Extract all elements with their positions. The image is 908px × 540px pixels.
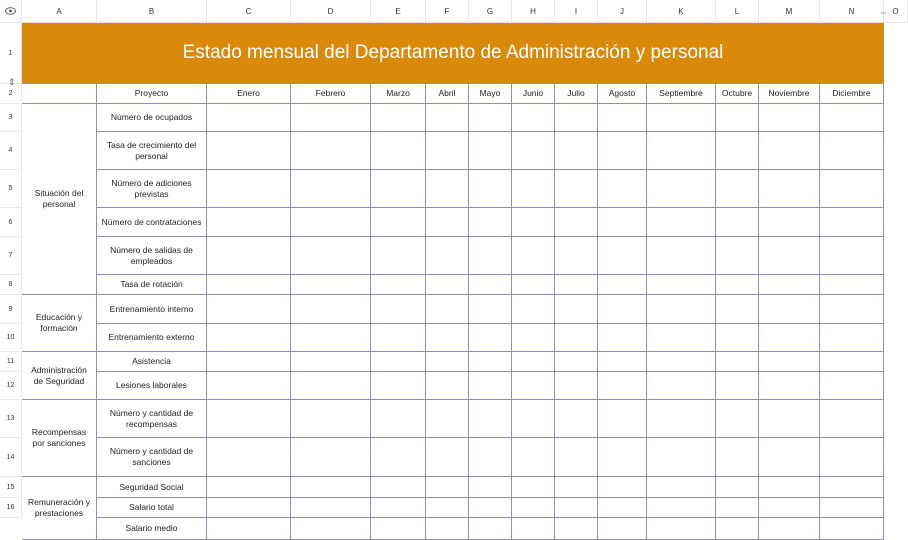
data-cell[interactable] xyxy=(512,104,555,132)
data-cell[interactable] xyxy=(647,275,716,295)
data-cell[interactable] xyxy=(371,208,426,237)
data-cell[interactable] xyxy=(555,518,598,540)
sheet-corner[interactable] xyxy=(0,0,22,23)
data-cell[interactable] xyxy=(716,170,759,208)
data-cell[interactable] xyxy=(820,372,884,400)
data-cell[interactable] xyxy=(820,438,884,477)
header-month-10[interactable]: Octubre xyxy=(716,84,759,104)
data-cell[interactable] xyxy=(647,208,716,237)
data-cell[interactable] xyxy=(291,324,371,352)
data-cell[interactable] xyxy=(426,208,469,237)
data-cell[interactable] xyxy=(512,237,555,275)
data-cell[interactable] xyxy=(555,208,598,237)
data-cell[interactable] xyxy=(469,170,512,208)
data-cell[interactable] xyxy=(371,400,426,438)
data-cell[interactable] xyxy=(426,275,469,295)
data-cell[interactable] xyxy=(716,275,759,295)
row-header-2[interactable]: 2 xyxy=(0,84,22,104)
data-cell[interactable] xyxy=(371,324,426,352)
row-label[interactable]: Seguridad Social xyxy=(97,477,207,498)
data-cell[interactable] xyxy=(820,518,884,540)
data-cell[interactable] xyxy=(555,275,598,295)
data-cell[interactable] xyxy=(291,352,371,372)
data-cell[interactable] xyxy=(207,518,291,540)
header-month-6[interactable]: Junio xyxy=(512,84,555,104)
data-cell[interactable] xyxy=(555,438,598,477)
data-cell[interactable] xyxy=(207,352,291,372)
data-cell[interactable] xyxy=(371,237,426,275)
row-label[interactable]: Número de ocupados xyxy=(97,104,207,132)
data-cell[interactable] xyxy=(469,372,512,400)
data-cell[interactable] xyxy=(555,400,598,438)
row-label[interactable]: Entrenamiento externo xyxy=(97,324,207,352)
data-cell[interactable] xyxy=(207,295,291,324)
data-cell[interactable] xyxy=(820,208,884,237)
row-label[interactable]: Número de adiciones previstas xyxy=(97,170,207,208)
data-cell[interactable] xyxy=(555,324,598,352)
column-header-j[interactable]: J xyxy=(598,0,647,23)
group-label[interactable]: Recompensas por sanciones xyxy=(22,400,97,477)
row-label[interactable]: Tasa de crecimiento del personal xyxy=(97,132,207,170)
column-header-f[interactable]: F xyxy=(426,0,469,23)
eye-icon xyxy=(5,7,16,15)
data-cell[interactable] xyxy=(512,518,555,540)
data-cell[interactable] xyxy=(759,324,820,352)
data-cell[interactable] xyxy=(647,324,716,352)
data-cell[interactable] xyxy=(426,372,469,400)
title-banner[interactable] xyxy=(22,23,884,84)
row-header-6[interactable]: 6 xyxy=(0,208,22,237)
data-cell[interactable] xyxy=(371,132,426,170)
data-cell[interactable] xyxy=(512,498,555,518)
data-cell[interactable] xyxy=(716,132,759,170)
data-cell[interactable] xyxy=(512,275,555,295)
data-cell[interactable] xyxy=(598,438,647,477)
row-label[interactable]: Entrenamiento interno xyxy=(97,295,207,324)
data-cell[interactable] xyxy=(512,400,555,438)
data-cell[interactable] xyxy=(291,295,371,324)
group-label[interactable]: Administración de Seguridad xyxy=(22,352,97,400)
column-header-i[interactable]: I xyxy=(555,0,598,23)
data-cell[interactable] xyxy=(647,352,716,372)
data-cell[interactable] xyxy=(426,104,469,132)
data-cell[interactable] xyxy=(291,372,371,400)
data-cell[interactable] xyxy=(207,170,291,208)
data-cell[interactable] xyxy=(291,477,371,498)
data-cell[interactable] xyxy=(426,237,469,275)
data-cell[interactable] xyxy=(598,208,647,237)
data-cell[interactable] xyxy=(512,477,555,498)
data-cell[interactable] xyxy=(598,477,647,498)
data-cell[interactable] xyxy=(426,498,469,518)
data-cell[interactable] xyxy=(426,170,469,208)
data-cell[interactable] xyxy=(469,352,512,372)
data-cell[interactable] xyxy=(426,132,469,170)
column-header-h[interactable]: H xyxy=(512,0,555,23)
header-month-4[interactable]: Abril xyxy=(426,84,469,104)
data-cell[interactable] xyxy=(371,438,426,477)
data-cell[interactable] xyxy=(716,352,759,372)
data-cell[interactable] xyxy=(555,104,598,132)
data-cell[interactable] xyxy=(555,237,598,275)
data-cell[interactable] xyxy=(555,352,598,372)
data-cell[interactable] xyxy=(291,208,371,237)
data-cell[interactable] xyxy=(820,352,884,372)
data-cell[interactable] xyxy=(469,324,512,352)
data-cell[interactable] xyxy=(598,132,647,170)
row-label[interactable]: Número de salidas de empleados xyxy=(97,237,207,275)
data-cell[interactable] xyxy=(598,170,647,208)
data-cell[interactable] xyxy=(469,208,512,237)
data-cell[interactable] xyxy=(291,170,371,208)
data-cell[interactable] xyxy=(759,104,820,132)
row-header-7[interactable]: 7 xyxy=(0,237,22,275)
data-cell[interactable] xyxy=(291,438,371,477)
data-cell[interactable] xyxy=(207,275,291,295)
data-cell[interactable] xyxy=(716,208,759,237)
group-label[interactable]: Remuneración y prestaciones xyxy=(22,477,97,540)
data-cell[interactable] xyxy=(716,477,759,498)
data-cell[interactable] xyxy=(820,132,884,170)
row-header-10[interactable]: 10 xyxy=(0,324,22,352)
data-cell[interactable] xyxy=(598,104,647,132)
data-cell[interactable] xyxy=(469,498,512,518)
column-header-c[interactable]: C xyxy=(207,0,291,23)
row-header-5[interactable]: 5 xyxy=(0,170,22,208)
row-header-16[interactable]: 16 xyxy=(0,498,22,518)
header-proyecto[interactable]: Proyecto xyxy=(97,84,207,104)
data-cell[interactable] xyxy=(371,295,426,324)
data-cell[interactable] xyxy=(371,352,426,372)
header-month-11[interactable]: Noviembre xyxy=(759,84,820,104)
data-cell[interactable] xyxy=(759,518,820,540)
data-cell[interactable] xyxy=(371,477,426,498)
data-cell[interactable] xyxy=(759,438,820,477)
data-cell[interactable] xyxy=(820,477,884,498)
row-header-4[interactable]: 4 xyxy=(0,132,22,170)
column-header-g[interactable]: G xyxy=(469,0,512,23)
data-cell[interactable] xyxy=(207,132,291,170)
data-cell[interactable] xyxy=(469,295,512,324)
data-cell[interactable] xyxy=(291,104,371,132)
data-cell[interactable] xyxy=(371,275,426,295)
data-cell[interactable] xyxy=(820,324,884,352)
data-cell[interactable] xyxy=(598,295,647,324)
data-cell[interactable] xyxy=(207,324,291,352)
data-cell[interactable] xyxy=(426,324,469,352)
data-cell[interactable] xyxy=(598,518,647,540)
column-header-a[interactable]: A xyxy=(22,0,97,23)
data-cell[interactable] xyxy=(598,400,647,438)
data-cell[interactable] xyxy=(647,104,716,132)
data-cell[interactable] xyxy=(759,275,820,295)
data-cell[interactable] xyxy=(716,295,759,324)
data-cell[interactable] xyxy=(291,237,371,275)
data-cell[interactable] xyxy=(426,477,469,498)
data-cell[interactable] xyxy=(647,498,716,518)
header-month-1[interactable]: Enero xyxy=(207,84,291,104)
page-title: Estado mensual del Departamento de Administración y personal xyxy=(182,42,724,63)
data-cell[interactable] xyxy=(512,372,555,400)
data-cell[interactable] xyxy=(716,104,759,132)
data-cell[interactable] xyxy=(207,237,291,275)
data-cell[interactable] xyxy=(647,400,716,438)
data-cell[interactable] xyxy=(820,170,884,208)
data-cell[interactable] xyxy=(207,498,291,518)
data-cell[interactable] xyxy=(207,400,291,438)
data-cell[interactable] xyxy=(598,237,647,275)
data-cell[interactable] xyxy=(647,438,716,477)
data-cell[interactable] xyxy=(759,208,820,237)
data-cell[interactable] xyxy=(820,275,884,295)
data-cell[interactable] xyxy=(512,438,555,477)
drag-handle-icon[interactable]: ⇔ xyxy=(879,7,888,17)
data-cell[interactable] xyxy=(371,104,426,132)
data-cell[interactable] xyxy=(426,438,469,477)
header-month-7[interactable]: Julio xyxy=(555,84,598,104)
column-header-m[interactable]: M xyxy=(759,0,820,23)
data-cell[interactable] xyxy=(759,498,820,518)
data-cell[interactable] xyxy=(469,237,512,275)
data-cell[interactable] xyxy=(291,518,371,540)
data-cell[interactable] xyxy=(598,372,647,400)
data-cell[interactable] xyxy=(647,237,716,275)
column-header-b[interactable]: B xyxy=(97,0,207,23)
cell-a2[interactable] xyxy=(22,84,97,104)
data-cell[interactable] xyxy=(555,132,598,170)
data-cell[interactable] xyxy=(291,132,371,170)
data-cell[interactable] xyxy=(371,372,426,400)
data-cell[interactable] xyxy=(426,400,469,438)
data-cell[interactable] xyxy=(469,518,512,540)
row-header-1[interactable]: 1 xyxy=(0,23,22,84)
data-cell[interactable] xyxy=(598,352,647,372)
data-cell[interactable] xyxy=(512,352,555,372)
row-header-15[interactable]: 15 xyxy=(0,477,22,498)
row-label[interactable]: Salario medio xyxy=(97,518,207,540)
column-header-l[interactable]: L xyxy=(716,0,759,23)
row-header-11[interactable]: 11 xyxy=(0,352,22,372)
data-cell[interactable] xyxy=(716,372,759,400)
data-cell[interactable] xyxy=(647,477,716,498)
header-month-9[interactable]: Septiembre xyxy=(647,84,716,104)
row-label[interactable]: Salario total xyxy=(97,498,207,518)
row-header-8[interactable]: 8 xyxy=(0,275,22,295)
data-cell[interactable] xyxy=(426,295,469,324)
data-cell[interactable] xyxy=(207,104,291,132)
data-cell[interactable] xyxy=(371,170,426,208)
data-cell[interactable] xyxy=(647,132,716,170)
data-cell[interactable] xyxy=(207,372,291,400)
data-cell[interactable] xyxy=(820,400,884,438)
data-cell[interactable] xyxy=(759,477,820,498)
column-header-d[interactable]: D xyxy=(291,0,371,23)
data-cell[interactable] xyxy=(716,518,759,540)
data-cell[interactable] xyxy=(716,498,759,518)
row-label[interactable]: Número de contrataciones xyxy=(97,208,207,237)
group-label[interactable]: Situación del personal xyxy=(22,104,97,295)
row-header-9[interactable]: 9 xyxy=(0,295,22,324)
data-cell[interactable] xyxy=(426,518,469,540)
data-cell[interactable] xyxy=(716,438,759,477)
data-cell[interactable] xyxy=(647,170,716,208)
data-cell[interactable] xyxy=(555,498,598,518)
data-cell[interactable] xyxy=(207,438,291,477)
row-header-14[interactable]: 14 xyxy=(0,438,22,477)
data-cell[interactable] xyxy=(555,372,598,400)
row-label[interactable]: Lesiones laborales xyxy=(97,372,207,400)
data-cell[interactable] xyxy=(469,400,512,438)
data-cell[interactable] xyxy=(820,237,884,275)
data-cell[interactable] xyxy=(647,518,716,540)
data-cell[interactable] xyxy=(716,237,759,275)
data-cell[interactable] xyxy=(716,400,759,438)
data-cell[interactable] xyxy=(598,324,647,352)
column-header-o[interactable]: O xyxy=(884,0,908,23)
header-month-2[interactable]: Febrero xyxy=(291,84,371,104)
header-month-12[interactable]: Diciembre xyxy=(820,84,884,104)
data-cell[interactable] xyxy=(759,295,820,324)
data-cell[interactable] xyxy=(291,498,371,518)
data-cell[interactable] xyxy=(759,237,820,275)
data-cell[interactable] xyxy=(469,477,512,498)
data-cell[interactable] xyxy=(647,295,716,324)
data-cell[interactable] xyxy=(291,400,371,438)
header-month-8[interactable]: Agosto xyxy=(598,84,647,104)
column-header-k[interactable]: K xyxy=(647,0,716,23)
data-cell[interactable] xyxy=(469,438,512,477)
data-cell[interactable] xyxy=(555,295,598,324)
data-cell[interactable] xyxy=(291,275,371,295)
data-cell[interactable] xyxy=(555,477,598,498)
data-cell[interactable] xyxy=(371,518,426,540)
row-header-12[interactable]: 12 xyxy=(0,372,22,400)
data-cell[interactable] xyxy=(469,104,512,132)
data-cell[interactable] xyxy=(512,170,555,208)
data-cell[interactable] xyxy=(469,132,512,170)
data-cell[interactable] xyxy=(512,295,555,324)
data-cell[interactable] xyxy=(469,275,512,295)
row-header-3[interactable]: 3 xyxy=(0,104,22,132)
data-cell[interactable] xyxy=(759,372,820,400)
data-cell[interactable] xyxy=(426,352,469,372)
data-cell[interactable] xyxy=(716,324,759,352)
data-cell[interactable] xyxy=(759,132,820,170)
data-cell[interactable] xyxy=(512,208,555,237)
header-month-5[interactable]: Mayo xyxy=(469,84,512,104)
column-header-n[interactable]: N xyxy=(820,0,884,23)
data-cell[interactable] xyxy=(820,295,884,324)
data-cell[interactable] xyxy=(207,208,291,237)
data-cell[interactable] xyxy=(647,372,716,400)
data-cell[interactable] xyxy=(598,275,647,295)
data-cell[interactable] xyxy=(759,352,820,372)
drag-handle-icon[interactable]: ⇕ xyxy=(8,77,16,87)
data-cell[interactable] xyxy=(598,498,647,518)
row-header-13[interactable]: 13 xyxy=(0,400,22,438)
header-month-3[interactable]: Marzo xyxy=(371,84,426,104)
data-cell[interactable] xyxy=(512,132,555,170)
data-cell[interactable] xyxy=(555,170,598,208)
data-cell[interactable] xyxy=(207,477,291,498)
row-label[interactable]: Número y cantidad de sanciones xyxy=(97,438,207,477)
row-label[interactable]: Número y cantidad de recompensas xyxy=(97,400,207,438)
data-cell[interactable] xyxy=(820,498,884,518)
data-cell[interactable] xyxy=(371,498,426,518)
data-cell[interactable] xyxy=(820,104,884,132)
column-header-e[interactable]: E xyxy=(371,0,426,23)
row-label[interactable]: Tasa de rotación xyxy=(97,275,207,295)
data-cell[interactable] xyxy=(512,324,555,352)
row-label[interactable]: Asistencia xyxy=(97,352,207,372)
group-label[interactable]: Educación y formación xyxy=(22,295,97,352)
data-cell[interactable] xyxy=(759,170,820,208)
data-cell[interactable] xyxy=(759,400,820,438)
